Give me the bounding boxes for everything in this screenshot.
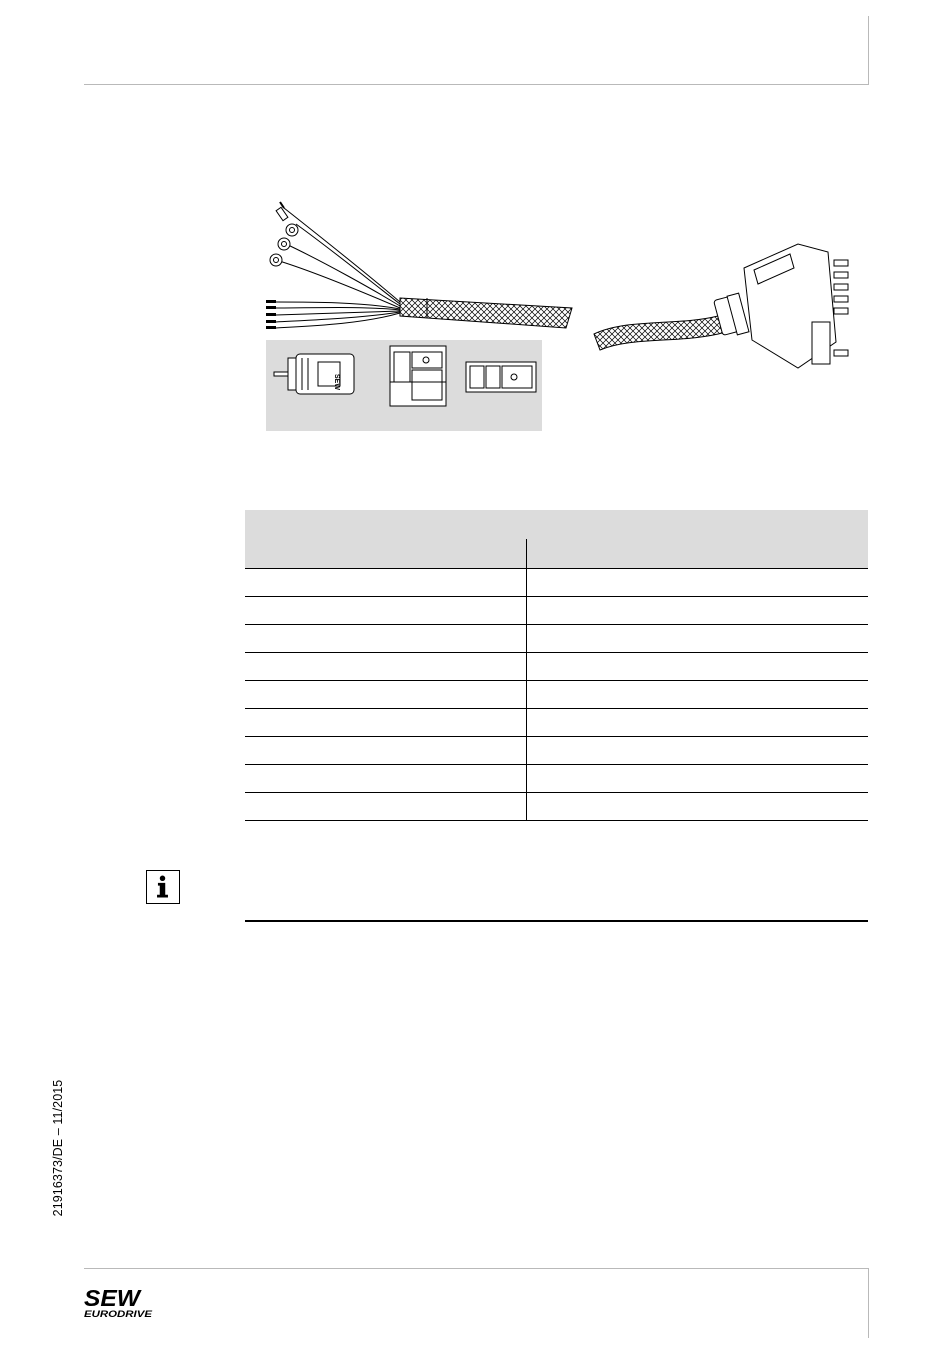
table-cell [526, 597, 868, 625]
table-subheader-right [526, 539, 868, 569]
table-header-right [526, 510, 868, 539]
wire-ferrules [266, 300, 276, 329]
table-cell [245, 681, 526, 709]
braided-sheath [400, 298, 572, 328]
table-row [245, 569, 868, 597]
ring-terminals [270, 224, 298, 266]
table-row [245, 737, 868, 765]
header-side-rule [868, 16, 869, 85]
table-cell [526, 765, 868, 793]
info-icon [146, 870, 180, 904]
table-row [245, 597, 868, 625]
table-row [245, 765, 868, 793]
svg-text:SEW: SEW [84, 1286, 143, 1311]
table-cell [245, 569, 526, 597]
footer-rule [84, 1268, 868, 1269]
sew-eurodrive-logo [84, 1286, 154, 1320]
table-cell [526, 681, 868, 709]
table-subheader-left [245, 539, 526, 569]
open-cable-figure [262, 198, 582, 436]
table-cell [245, 709, 526, 737]
drive-symbol [390, 346, 446, 406]
table-cell [245, 793, 526, 821]
table-cell [526, 793, 868, 821]
table-cell [245, 737, 526, 765]
table-header-left [245, 510, 526, 539]
cable-table [245, 510, 868, 821]
table-cell [245, 597, 526, 625]
controller-symbol [466, 362, 536, 392]
table-cell [245, 653, 526, 681]
table-cell [526, 653, 868, 681]
info-note-rule [245, 920, 868, 922]
table-row [245, 709, 868, 737]
svg-text:EURODRIVE: EURODRIVE [84, 1309, 154, 1319]
table-cell [526, 625, 868, 653]
connector-cable-figure [588, 232, 860, 380]
connector-housing [744, 244, 836, 368]
table-row [245, 681, 868, 709]
table-row [245, 793, 868, 821]
document-number: 21916373/DE – 11/2015 [51, 1079, 65, 1217]
table-cell [245, 625, 526, 653]
table-row [245, 653, 868, 681]
table-cell [526, 569, 868, 597]
braided-sheath-right [594, 316, 726, 350]
motor-logo: SEW [333, 374, 340, 390]
table-cell [245, 765, 526, 793]
header-rule [84, 84, 868, 85]
table-row [245, 625, 868, 653]
table-cell [526, 737, 868, 765]
table-cell [526, 709, 868, 737]
footer-side-rule [868, 1268, 869, 1338]
